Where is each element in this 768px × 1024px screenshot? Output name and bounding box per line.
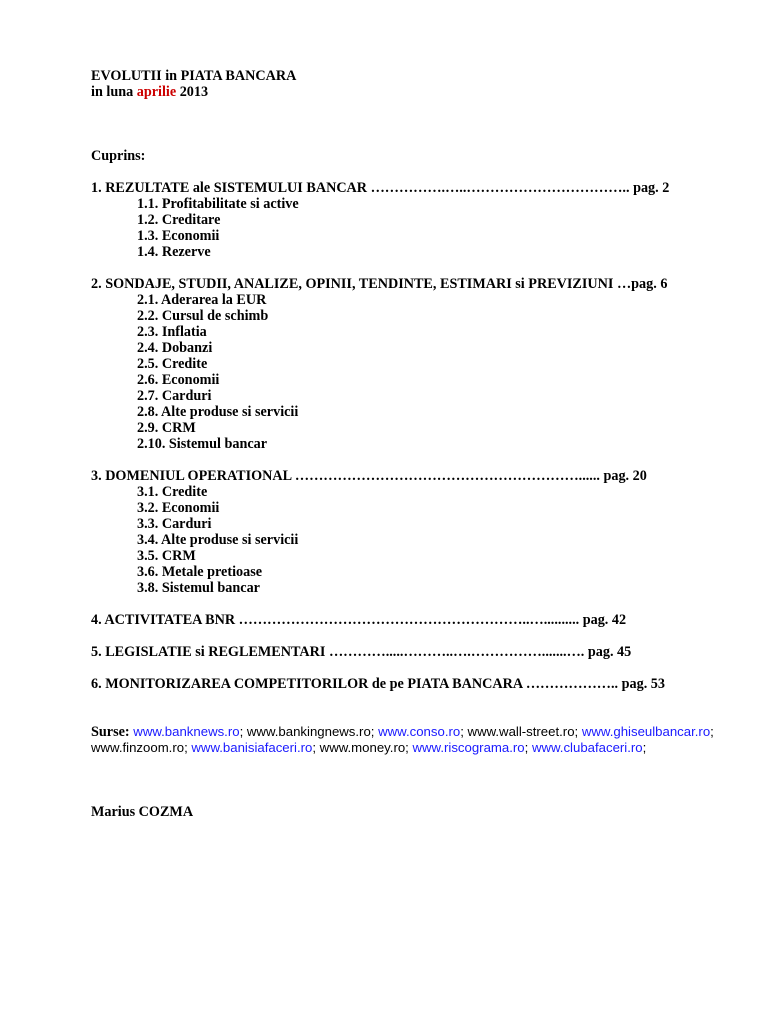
- source-text: ;: [710, 724, 714, 739]
- toc-subsection-item: 2.2. Cursul de schimb: [137, 308, 269, 324]
- toc-section-heading: 4. ACTIVITATEA BNR ……………………………………………………..….......... pag. 42: [91, 612, 627, 628]
- source-link[interactable]: www.clubafaceri.ro: [531, 740, 643, 755]
- toc-subsection-item: 1.4. Rezerve: [137, 244, 211, 260]
- toc-subsection-item: 1.3. Economii: [137, 228, 220, 244]
- author-name: Marius COZMA: [91, 804, 194, 820]
- toc-subsection-item: 2.7. Carduri: [137, 388, 212, 404]
- subtitle-prefix: in luna: [91, 84, 134, 100]
- toc-label: Cuprins:: [91, 148, 146, 164]
- toc-subsection-item: 1.2. Creditare: [137, 212, 221, 228]
- sources-label: Surse:: [91, 724, 130, 740]
- toc-subsection-item: 3.3. Carduri: [137, 516, 212, 532]
- toc-section-heading: 3. DOMENIUL OPERATIONAL ……………………………………………………...... pag. 20: [91, 468, 647, 484]
- source-text: ;: [642, 740, 647, 755]
- subtitle-year: 2013: [179, 84, 209, 100]
- toc-subsection-item: 1.1. Profitabilitate si active: [137, 196, 299, 212]
- toc-subsection-item: 3.5. CRM: [137, 548, 196, 564]
- source-text: www.bankingnews.ro: [246, 724, 371, 739]
- toc-subsection-item: 2.6. Economii: [137, 372, 220, 388]
- toc-subsection-list: [91, 196, 751, 260]
- source-text: ;: [524, 740, 532, 755]
- toc-section-heading: 2. SONDAJE, STUDII, ANALIZE, OPINII, TENDINTE, ESTIMARI si PREVIZIUNI …pag. 6: [91, 276, 668, 292]
- document-page: [91, 68, 751, 820]
- document-title: EVOLUTII in PIATA BANCARA: [91, 68, 297, 84]
- toc-subsection-item: 2.9. CRM: [137, 420, 196, 436]
- source-text: ;: [312, 740, 320, 755]
- source-text: www.wall-street.ro: [467, 724, 575, 739]
- source-text: ;: [460, 724, 468, 739]
- source-text: ;: [405, 740, 413, 755]
- toc-subsection-item: 2.5. Credite: [137, 356, 208, 372]
- toc-subsection-item: 3.6. Metale pretioase: [137, 564, 263, 580]
- source-link[interactable]: www.banknews.ro: [133, 724, 240, 739]
- source-link[interactable]: www.ghiseulbancar.ro: [581, 724, 711, 739]
- toc-section-heading: 5. LEGISLATIE si REGLEMENTARI ………….....………..….…………….......…. pag. 45: [91, 644, 632, 660]
- source-link[interactable]: www.banisiafaceri.ro: [191, 740, 313, 755]
- source-link[interactable]: www.riscograma.ro: [412, 740, 525, 755]
- toc-subsection-item: 2.1. Aderarea la EUR: [137, 292, 267, 308]
- source-text: ;: [239, 724, 247, 739]
- source-link[interactable]: www.conso.ro: [378, 724, 461, 739]
- sources-line-2: [91, 740, 751, 756]
- document-subtitle: [91, 84, 751, 100]
- toc-section-heading: 6. MONITORIZAREA COMPETITORILOR de pe PIATA BANCARA ……………….. pag. 53: [91, 676, 665, 692]
- toc-subsection-list: [91, 484, 751, 596]
- source-text: ;: [574, 724, 582, 739]
- source-text: ;: [370, 724, 379, 739]
- toc-subsection-item: 2.3. Inflatia: [137, 324, 207, 340]
- toc-subsection-item: 2.8. Alte produse si servicii: [137, 404, 299, 420]
- subtitle-month: aprilie: [136, 84, 177, 100]
- toc-subsection-item: 3.1. Credite: [137, 484, 208, 500]
- toc-subsection-item: 3.8. Sistemul bancar: [137, 580, 260, 596]
- sources-line-1: [91, 724, 751, 740]
- sources-block: [91, 724, 751, 756]
- toc-section-heading: 1. REZULTATE ale SISTEMULUI BANCAR …………….…..…………………………….. pag. 2: [91, 180, 670, 196]
- toc-subsection-item: 3.2. Economii: [137, 500, 220, 516]
- toc-subsection-item: 2.10. Sistemul bancar: [137, 436, 268, 452]
- table-of-contents: [91, 180, 751, 692]
- source-text: www.finzoom.ro: [91, 740, 185, 755]
- source-text: ;: [184, 740, 192, 755]
- toc-subsection-list: [91, 292, 751, 452]
- toc-subsection-item: 3.4. Alte produse si servicii: [137, 532, 299, 548]
- toc-subsection-item: 2.4. Dobanzi: [137, 340, 213, 356]
- source-text: www.money.ro: [319, 740, 406, 755]
